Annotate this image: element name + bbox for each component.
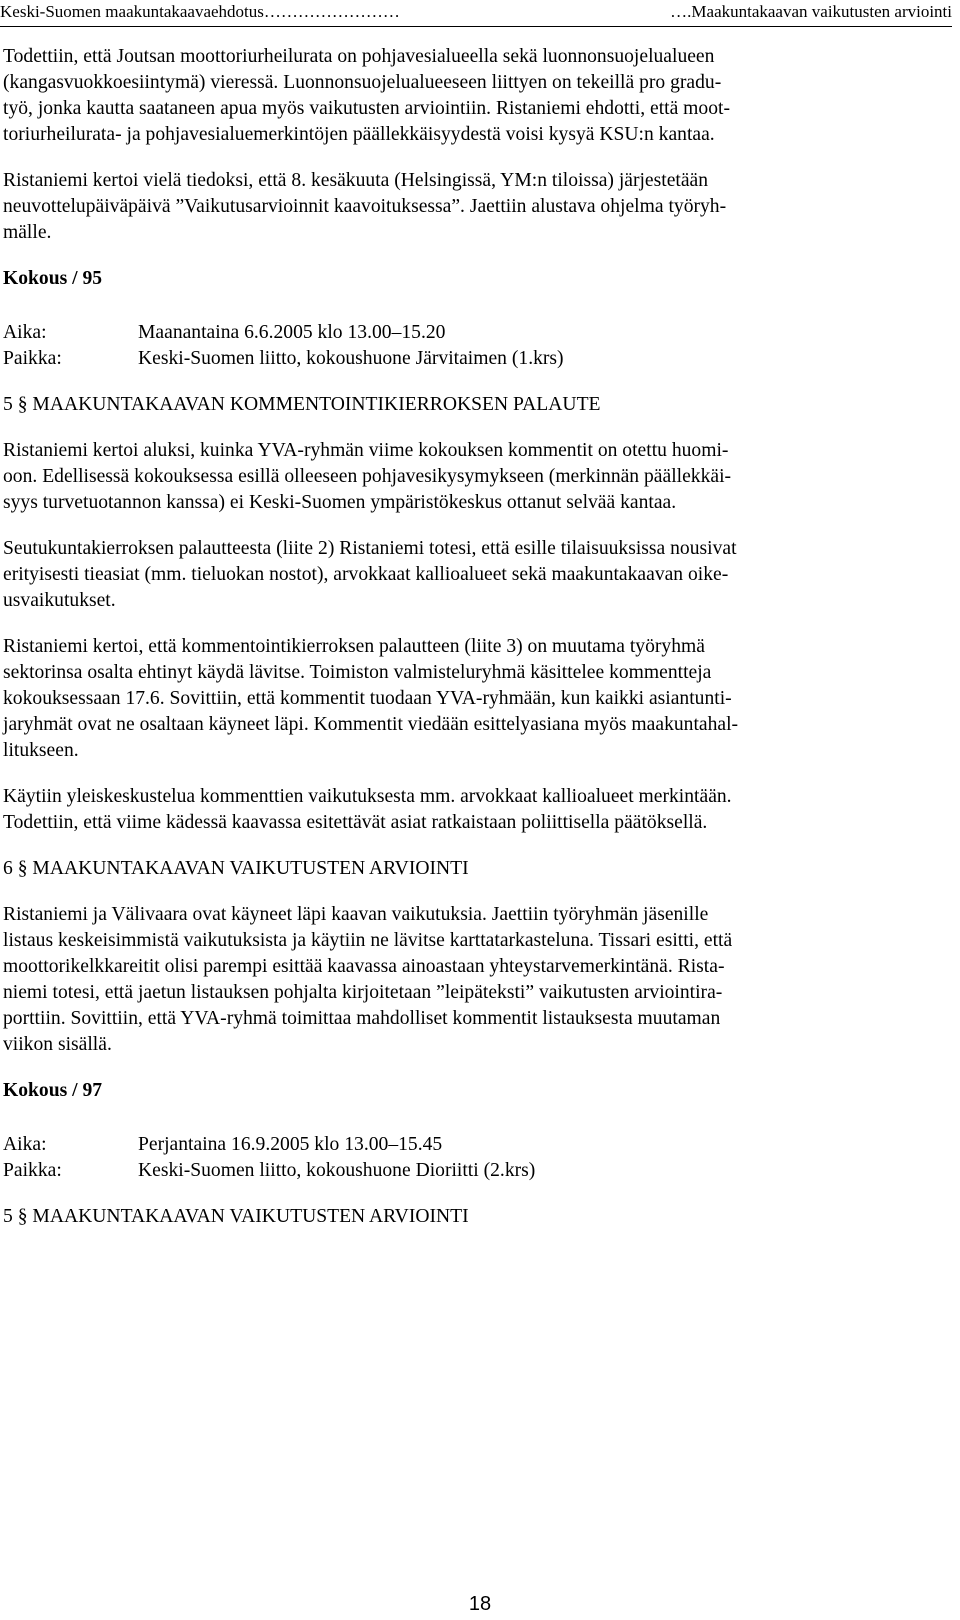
section-5-title: 5 § MAAKUNTAKAAVAN KOMMENTOINTIKIERROKSEN PALAUTE — [3, 394, 601, 415]
meeting-97-time: Aika: Perjantaina 16.9.2005 klo 13.00–15.45 — [3, 1134, 443, 1155]
page-number: 18 — [468, 1593, 492, 1615]
meeting-97-heading: Kokous / 97 — [3, 1080, 103, 1101]
section-5-paragraph-4: Käytiin yleiskeskustelua kommenttien vaikutuksesta mm. arvokkaat kallioalueet merkintään. Todettiin, että viime kädessä kaavassa esitettävät asiat ratkaistaan poliittisella päätöksellä. — [3, 786, 732, 833]
header-rule — [0, 26, 952, 27]
meeting-97-details — [3, 1132, 943, 1184]
header-right-text: ….Maakuntakaavan vaikutusten arviointi — [670, 2, 952, 21]
document-body — [3, 44, 943, 1250]
meeting-95-time: Aika: Maanantaina 6.6.2005 klo 13.00–15.20 — [3, 322, 446, 343]
paragraph-joutsa: Todettiin, että Joutsan moottoriurheilurata on pohjavesialueella sekä luonnonsuojelualueen (kangasvuokkoesiintymä) vieressä. Luonnonsuojelualueeseen liittyen on tekeillä pro gradu- työ, jonka kautta saataneen apua myös vaikutusten arviointiin. Ristaniemi ehdotti, että moot- toriurheilurata- ja pohjavesialuemerkintöjen päällekkäisyydestä voisi kysyä KSU:n kantaa. — [3, 46, 730, 145]
meeting-97-section-5-title: 5 § MAAKUNTAKAAVAN VAIKUTUSTEN ARVIOINTI — [3, 1206, 469, 1227]
meeting-97-place: Paikka: Keski-Suomen liitto, kokoushuone Dioriitti (2.krs) — [3, 1160, 536, 1181]
section-6-title: 6 § MAAKUNTAKAAVAN VAIKUTUSTEN ARVIOINTI — [3, 858, 469, 879]
section-5-paragraph-1: Ristaniemi kertoi aluksi, kuinka YVA-ryhmän viime kokouksen kommentit on otettu huomi- oon. Edellisessä kokouksessa esillä olleeseen pohjavesikysymykseen (merkinnän päällekkäi- syys turvetuotannon kanssa) ei Keski-Suomen ympäristökeskus ottanut selvää kantaa. — [3, 440, 732, 513]
section-6-paragraph-1: Ristaniemi ja Välivaara ovat käyneet läpi kaavan vaikutuksia. Jaettiin työryhmän jäsenille listaus keskeisimmistä vaikutuksista ja käytiin ne lävitse karttatarkasteluna. Tissari esitti, että moottorikelkkareitit olisi parempi esittää kaavassa ainoastaan yhteystarvemerkintänä. Rista- niemi totesi, että jaetun listauksen pohjalta kirjoitetaan ”leipäteksti” vaikutusten arviointira- porttiin. Sovittiin, että YVA-ryhmä toimittaa mahdolliset kommentit listauksesta muutaman viikon sisällä. — [3, 904, 733, 1055]
paragraph-neuvottelupaiva: Ristaniemi kertoi vielä tiedoksi, että 8. kesäkuuta (Helsingissä, YM:n tiloissa) järjestetään neuvottelupäiväpäivä ”Vaikutusarvioinnit kaavoituksessa”. Jaettiin alustava ohjelma työryh- mälle. — [3, 170, 727, 243]
meeting-95-details — [3, 320, 943, 372]
section-5-paragraph-2: Seutukuntakierroksen palautteesta (liite 2) Ristaniemi totesi, että esille tilaisuuksissa nousivat erityisesti tieasiat (mm. tieluokan nostot), arvokkaat kallioalueet sekä maakuntakaavan oike- usvaikutukset. — [3, 538, 737, 611]
meeting-95-heading: Kokous / 95 — [3, 268, 103, 289]
header-left-text: Keski-Suomen maakuntakaavaehdotus…………………… — [0, 2, 400, 21]
section-5-paragraph-3: Ristaniemi kertoi, että kommentointikierroksen palautteen (liite 3) on muutama työryhmä sektorinsa osalta ehtinyt käydä lävitse. Toimiston valmisteluryhmä käsittelee kommentteja kokouksessaan 17.6. Sovittiin, että kommentit tuodaan YVA-ryhmään, kun kaikki asiantunti- jaryhmät ovat ne osaltaan käyneet läpi. Kommentit viedään esittelyasiana myös maakuntahal- litukseen. — [3, 636, 739, 761]
meeting-95-place: Paikka: Keski-Suomen liitto, kokoushuone Järvitaimen (1.krs) — [3, 348, 564, 369]
running-header — [0, 2, 952, 22]
